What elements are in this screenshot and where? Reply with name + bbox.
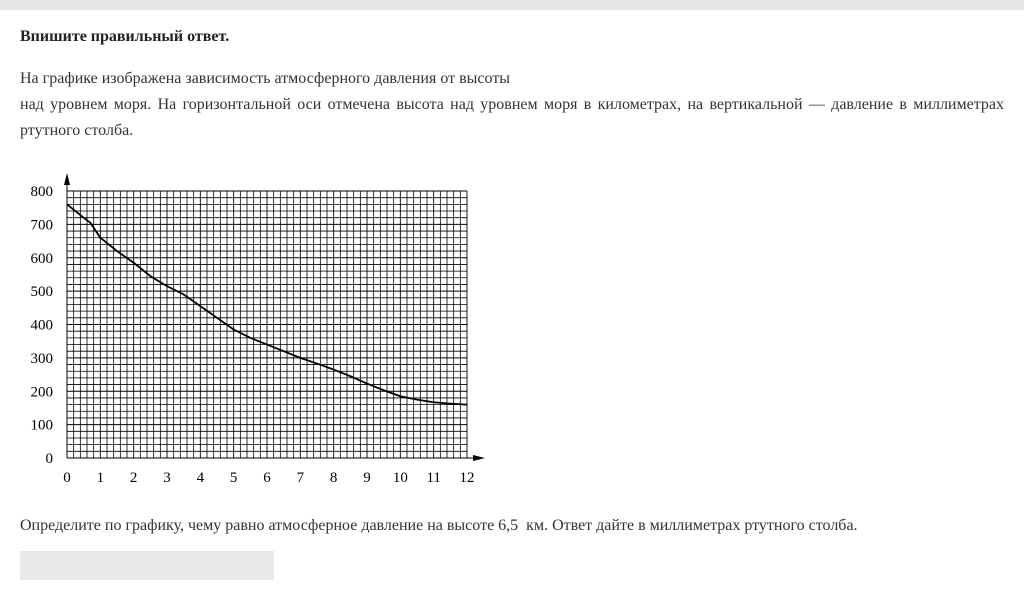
y-tick-label: 600 [30,250,53,267]
x-axis-arrow [473,455,485,461]
y-axis-arrow [64,173,70,185]
problem-line-2: над уровнем моря. На горизонтальной оси отмечена высота над уровнем моря в километрах, на вертикальной — давление в миллиметрах ртутного столба. [20,96,1004,139]
x-tick-label: 1 [96,470,105,486]
answer-input[interactable] [20,551,274,580]
y-tick-label: 400 [30,317,53,334]
chart-svg [0,170,500,490]
problem-text [20,66,1004,144]
y-tick-label: 100 [30,417,53,434]
problem-line-1: На графике изображена зависимость атмосферного давления от высоты [20,70,511,87]
x-tick-label: 10 [392,470,408,486]
x-tick-label: 5 [229,470,238,486]
y-tick-label: 300 [30,350,53,367]
question-text: Определите по графику, чему равно атмосферное давление на высоте 6,5 км. Ответ дайте в миллиметрах ртутного столба. [20,517,858,534]
x-tick-label: 11 [426,470,441,486]
x-tick-label: 6 [263,470,271,486]
x-tick-label: 7 [296,470,305,486]
x-tick-label: 9 [363,470,371,486]
y-tick-label: 700 [30,217,53,234]
y-tick-label: 200 [30,384,53,401]
pressure-altitude-chart [0,170,500,490]
y-tick-label: 500 [30,284,53,301]
x-tick-label: 3 [163,470,171,486]
instruction-heading: Впишите правильный ответ. [20,28,230,45]
x-tick-label: 0 [63,470,71,486]
x-tick-label: 4 [196,470,205,486]
top-bar [0,0,1024,10]
x-tick-label: 8 [329,470,338,486]
y-tick-label: 800 [30,184,53,200]
x-tick-label: 2 [129,470,138,486]
y-tick-label: 0 [45,451,53,467]
x-tick-label: 12 [459,470,475,486]
